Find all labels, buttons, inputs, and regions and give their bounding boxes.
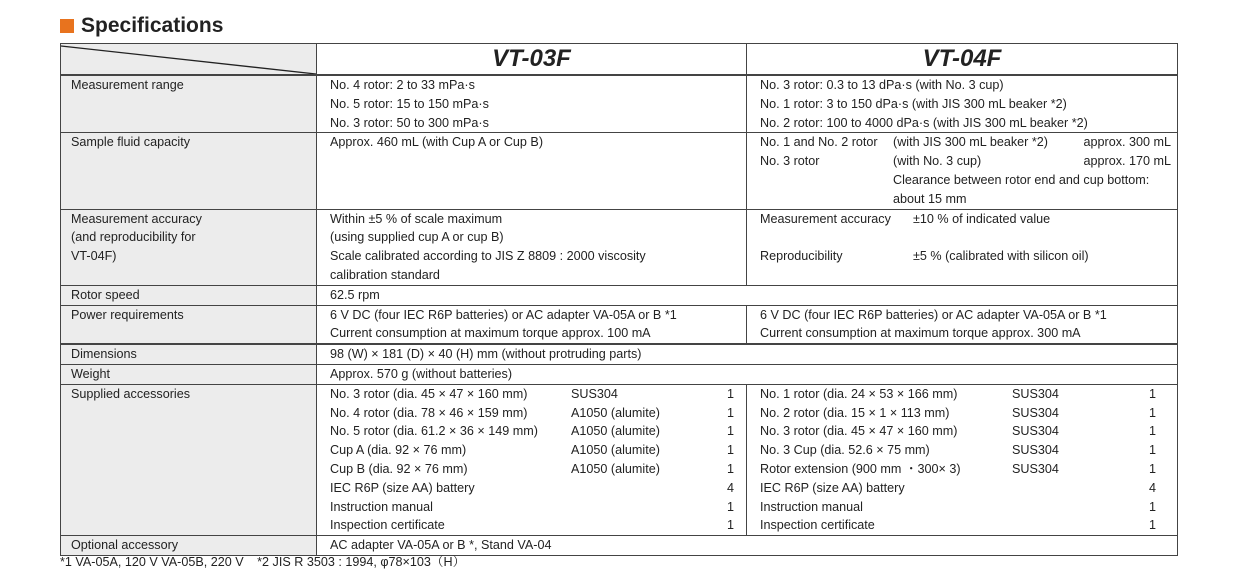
vt03f-accuracy: Within ±5 % of scale maximum (using supplied cup A or cup B) Scale calibrated according to JIS Z 8809 : 2000 viscosity calibration standard xyxy=(317,209,747,285)
table-row xyxy=(61,384,1178,535)
list-item: Cup A (dia. 92 × 76 mm) A1050 (alumite) 1 xyxy=(330,443,734,458)
list-item: No. 1 rotor (dia. 24 × 53 × 166 mm) SUS304 1 xyxy=(760,386,1156,401)
vt04f-measurement-range: No. 3 rotor: 0.3 to 13 dPa·s (with No. 3 cup) No. 1 rotor: 3 to 150 dPa·s (with JIS 300 mL beaker *2) No. 2 rotor: 100 to 4000 dPa·s (with JIS 300 mL beaker *2) xyxy=(747,75,1178,133)
list-item: IEC R6P (size AA) battery 4 xyxy=(760,480,1156,495)
table-row xyxy=(61,344,1178,364)
table-row xyxy=(61,133,1178,209)
weight-value: Approx. 570 g (without batteries) xyxy=(317,364,1178,384)
list-item: No. 3 rotor (dia. 45 × 47 × 160 mm) SUS304 1 xyxy=(760,424,1156,439)
list-item: No. 5 rotor (dia. 61.2 × 36 × 149 mm) A1050 (alumite) 1 xyxy=(330,424,734,439)
vt03f-accessories xyxy=(317,384,747,535)
list-item: Instruction manual 1 xyxy=(330,499,734,514)
vt04f-accuracy xyxy=(747,209,1178,285)
table-row xyxy=(61,75,1178,133)
list-item: Measurement accuracy ±10 % of indicated value xyxy=(760,211,1051,226)
diagonal-line xyxy=(61,44,316,74)
table-header-row xyxy=(61,44,1178,76)
table-row xyxy=(61,285,1178,305)
footnote-2: *2 JIS R 3503 : 1994, φ78×103（H） xyxy=(257,555,466,569)
vt04f-power: 6 V DC (four IEC R6P batteries) or AC adapter VA-05A or B *1 Current consumption at maximum torque approx. 300 mA xyxy=(747,305,1178,344)
vt04f-sample-capacity: No. 1 and No. 2 rotor (with JIS 300 mL beaker *2) approx. 300 mL No. 3 rotor (with No. 3 cup) approx. 170 mL Clearance between rotor end and cup bottom: about 15 mm xyxy=(747,133,1178,209)
vt04f-accessories xyxy=(747,384,1178,535)
footnote-1: *1 VA-05A, 120 V VA-05B, 220 V xyxy=(60,555,244,569)
diagonal-header-cell xyxy=(61,44,317,76)
list-item: No. 4 rotor (dia. 78 × 46 × 159 mm) A1050 (alumite) 1 xyxy=(330,405,734,420)
row-label: Optional accessory xyxy=(61,536,317,556)
list-item: Reproducibility ±5 % (calibrated with silicon oil) xyxy=(760,249,1089,264)
list-item: No. 3 Cup (dia. 52.6 × 75 mm) SUS304 1 xyxy=(760,443,1156,458)
orange-square-icon xyxy=(60,19,74,33)
row-label: Power requirements xyxy=(61,305,317,344)
table-row xyxy=(61,305,1178,344)
optional-accessory-value: AC adapter VA-05A or B *, Stand VA-04 xyxy=(317,536,1178,556)
list-item: IEC R6P (size AA) battery 4 xyxy=(330,480,734,495)
list-item: Inspection certificate 1 xyxy=(330,518,734,533)
list-item: No. 2 rotor (dia. 15 × 1 × 113 mm) SUS304 1 xyxy=(760,405,1156,420)
row-label: Rotor speed xyxy=(61,285,317,305)
list-item: Cup B (dia. 92 × 76 mm) A1050 (alumite) 1 xyxy=(330,461,734,476)
list-item: No. 3 rotor (with No. 3 cup) approx. 170 mL xyxy=(760,154,1171,169)
row-label: Sample fluid capacity xyxy=(61,133,317,209)
list-item: Inspection certificate 1 xyxy=(760,518,1156,533)
list-item: Instruction manual 1 xyxy=(760,499,1156,514)
row-label: Supplied accessories xyxy=(61,384,317,535)
model-vt04f-header: VT-04F xyxy=(747,44,1178,76)
table-row xyxy=(61,209,1178,285)
dimensions-value: 98 (W) × 181 (D) × 40 (H) mm (without protruding parts) xyxy=(317,344,1178,364)
row-label: Measurement accuracy (and reproducibility for VT-04F) xyxy=(61,209,317,285)
model-vt03f-header: VT-03F xyxy=(317,44,747,76)
specifications-table xyxy=(60,43,1178,556)
row-label: Weight xyxy=(61,364,317,384)
list-item: No. 1 and No. 2 rotor (with JIS 300 mL beaker *2) approx. 300 mL xyxy=(760,135,1171,150)
row-label: Dimensions xyxy=(61,344,317,364)
row-label: Measurement range xyxy=(61,75,317,133)
vt03f-sample-capacity: Approx. 460 mL (with Cup A or Cup B) xyxy=(317,133,747,209)
footnotes xyxy=(60,551,475,570)
list-item: No. 3 rotor (dia. 45 × 47 × 160 mm) SUS304 1 xyxy=(330,386,734,401)
list-item: Rotor extension (900 mm ・300× 3) SUS304 1 xyxy=(760,461,1156,476)
vt03f-power: 6 V DC (four IEC R6P batteries) or AC adapter VA-05A or B *1 Current consumption at maximum torque approx. 100 mA xyxy=(317,305,747,344)
section-heading xyxy=(60,12,223,40)
table-row xyxy=(61,364,1178,384)
heading-text: Specifications xyxy=(81,14,224,37)
rotor-speed-value: 62.5 rpm xyxy=(317,285,1178,305)
vt03f-measurement-range: No. 4 rotor: 2 to 33 mPa·s No. 5 rotor: 15 to 150 mPa·s No. 3 rotor: 50 to 300 mPa·s xyxy=(317,75,747,133)
